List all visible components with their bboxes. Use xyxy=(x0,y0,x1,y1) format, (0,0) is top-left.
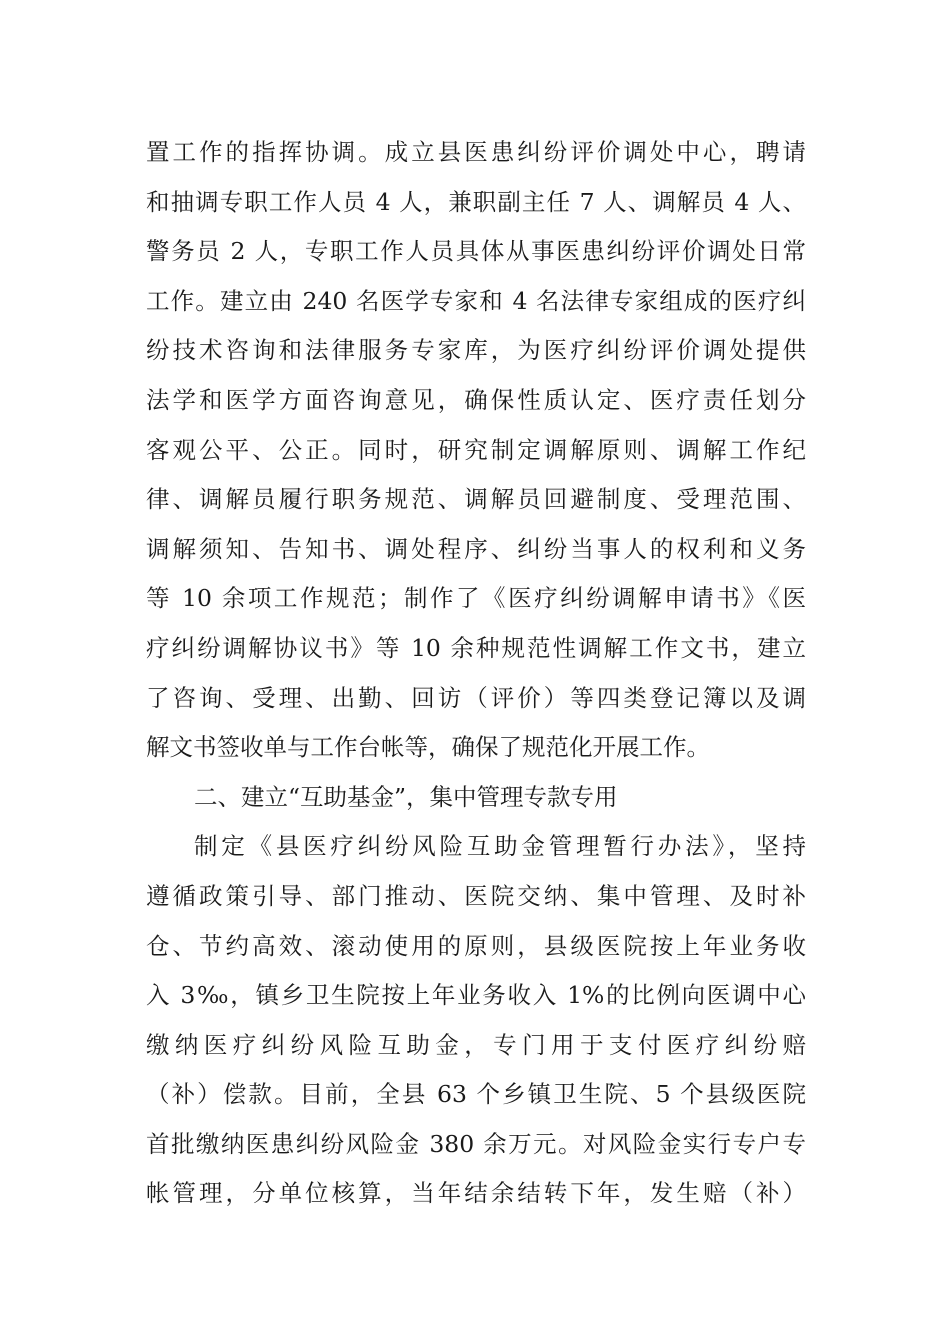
text-line: 遵循政策引导、部门推动、医院交纳、集中管理、及时补 xyxy=(146,881,806,910)
text-line: 纷技术咨询和法律服务专家库，为医疗纠纷评价调处提供 xyxy=(146,336,806,365)
text-line: 客观公平、公正。同时，研究制定调解原则、调解工作纪 xyxy=(146,435,806,464)
text-line: 制定《县医疗纠纷风险互助金管理暂行办法》，坚持 xyxy=(194,832,806,861)
text-line: 仓、节约高效、滚动使用的原则，县级医院按上年业务收 xyxy=(146,931,806,960)
document-body xyxy=(146,128,806,1219)
text-line: 和抽调专职工作人员 4 人，兼职副主任 7 人、调解员 4 人、 xyxy=(146,187,806,216)
text-line: 了咨询、受理、出勤、回访（评价）等四类登记簿以及调 xyxy=(146,683,806,712)
text-line: 入 3‰，镇乡卫生院按上年业务收入 1%的比例向医调中心 xyxy=(146,981,806,1010)
text-line: 解文书签收单与工作台帐等，确保了规范化开展工作。 xyxy=(146,733,710,762)
text-line: 律、调解员履行职务规范、调解员回避制度、受理范围、 xyxy=(146,485,806,514)
text-line: 工作。建立由 240 名医学专家和 4 名法律专家组成的医疗纠 xyxy=(146,286,806,315)
text-line: 帐管理，分单位核算，当年结余结转下年，发生赔（补） xyxy=(146,1179,806,1208)
section-heading: 二、建立“互助基金”，集中管理专款专用 xyxy=(194,782,618,811)
text-line: 警务员 2 人，专职工作人员具体从事医患纠纷评价调处日常 xyxy=(146,237,806,266)
text-line: 置工作的指挥协调。成立县医患纠纷评价调处中心，聘请 xyxy=(146,138,806,166)
text-line: 等 10 余项工作规范；制作了《医疗纠纷调解申请书》《医 xyxy=(146,584,806,613)
text-line: 疗纠纷调解协议书》等 10 余种规范性调解工作文书，建立 xyxy=(146,633,806,662)
text-line: 缴纳医疗纠纷风险互助金，专门用于支付医疗纠纷赔 xyxy=(146,1030,806,1059)
text-line: 法学和医学方面咨询意见，确保性质认定、医疗责任划分 xyxy=(146,385,806,414)
text-line: 首批缴纳医患纠纷风险金 380 余万元。对风险金实行专户专 xyxy=(146,1129,806,1158)
text-line: 调解须知、告知书、调处程序、纠纷当事人的权利和义务 xyxy=(146,534,806,563)
text-line: （补）偿款。目前，全县 63 个乡镇卫生院、5 个县级医院 xyxy=(146,1080,806,1109)
